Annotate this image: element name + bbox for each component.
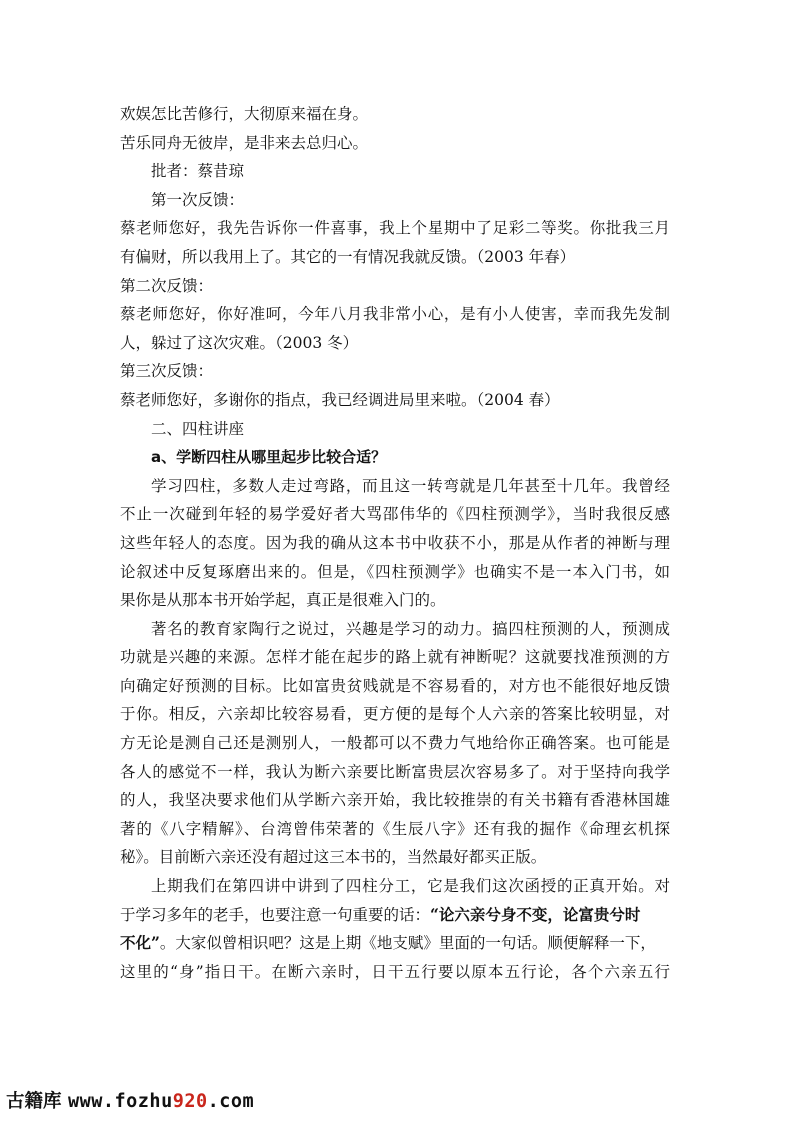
para-2-line-2: 功就是兴趣的来源。怎样才能在起步的路上就有神断呢？这就要找准预测的方 [120, 648, 670, 667]
feedback-1-heading: 第一次反馈： [151, 190, 245, 209]
para-2-line-4: 于你。相反，六亲却比较容易看，更方便的是每个人六亲的答案比较明显，对 [120, 705, 670, 724]
footer-site-name: 古籍库 [6, 1091, 62, 1112]
subsection-heading: a、学断四柱从哪里起步比较合适？ [151, 448, 387, 467]
para-3-line-1: 上期我们在第四讲中讲到了四柱分工，它是我们这次函授的正真开始。对 [151, 877, 670, 896]
para-2-line-1: 著名的教育家陶行之说过，兴趣是学习的动力。搞四柱预测的人，预测成 [151, 619, 670, 638]
footer-url-prefix: www.fozhu [67, 1091, 173, 1112]
para-3-line-2 [120, 901, 670, 930]
para-2-line-3: 向确定好预测的目标。比如富贵贫贱就是不容易看的，对方也不能很好地反馈 [120, 676, 670, 695]
footer-url-number: 920 [172, 1091, 208, 1112]
feedback-2-line-1: 蔡老师您好，你好准呵，今年八月我非常小心，是有小人使害，幸而我先发制 [120, 305, 670, 324]
feedback-2-heading: 第二次反馈： [120, 276, 214, 295]
para-2-line-9: 秘》。目前断六亲还没有超过这三本书的，当然最好都买正版。 [120, 848, 547, 867]
para-1-line-1: 学习四柱，多数人走过弯路，而且这一转弯就是几年甚至十几年。我曾经 [151, 476, 670, 495]
feedback-3-heading: 第三次反馈： [120, 362, 214, 381]
footer-watermark [6, 1087, 254, 1113]
para-1-line-3: 这些年轻人的态度。因为我的确从这本书中收获不小，那是从作者的神断与理 [120, 533, 670, 552]
footer-url-suffix: .com [207, 1091, 255, 1112]
feedback-2-line-2: 人，躲过了这次灾难。（2003 冬） [120, 333, 359, 352]
section-heading: 二、四柱讲座 [151, 419, 245, 438]
para-3-line-3-text: 。大家似曾相识吧？这是上期《地支赋》里面的一句话。顺便解释一下， [159, 934, 656, 953]
para-1-line-2: 不止一次碰到年轻的易学爱好者大骂邵伟华的《四柱预测学》，当时我很反感 [120, 505, 670, 524]
para-2-line-5: 方无论是测自己还是测别人，一般都可以不费力气地给你正确答案。也可能是 [120, 734, 670, 753]
feedback-1-line-2: 有偏财，所以我用上了。其它的一有情况我就反馈。（2003 年春） [120, 247, 576, 266]
para-3-line-3 [120, 929, 670, 958]
para-1-line-5: 果你是从那本书开始学起，真正是很难入门的。 [120, 591, 446, 610]
para-3-line-4: 这里的“身”指日干。在断六亲时，日干五行要以原本五行论，各个六亲五行 [120, 962, 670, 981]
critic-line: 批者：蔡昔琼 [151, 162, 245, 181]
para-2-line-8: 著的《八字精解》、台湾曾伟荣著的《生辰八字》还有我的掘作《命理玄机探 [120, 819, 670, 838]
quote-bold-part-2: 不化” [120, 933, 160, 953]
quote-bold-part-1: “论六亲兮身不变，论富贵兮时 [430, 904, 641, 924]
document-body [120, 100, 670, 986]
feedback-3-line-1: 蔡老师您好，多谢你的指点，我已经调进局里来啦。（2004 春） [120, 390, 560, 409]
feedback-1-line-1: 蔡老师您好，我先告诉你一件喜事，我上个星期中了足彩二等奖。你批我三月 [120, 219, 670, 238]
para-1-line-4: 论叙述中反复琢磨出来的。但是，《四柱预测学》也确实不是一本入门书，如 [120, 562, 670, 581]
para-2-line-7: 的人，我坚决要求他们从学断六亲开始，我比较推崇的有关书籍有香港林国雄 [120, 791, 670, 810]
para-3-line-2-text: 于学习多年的老手，也要注意一句重要的话： [120, 905, 431, 924]
poem-line-2: 苦乐同舟无彼岸，是非来去总归心。 [120, 133, 369, 152]
para-2-line-6: 各人的感觉不一样，我认为断六亲要比断富贵层次容易多了。对于坚持向我学 [120, 762, 670, 781]
poem-line-1: 欢娱怎比苦修行，大彻原来福在身。 [120, 105, 369, 123]
footer-url [68, 1091, 254, 1112]
